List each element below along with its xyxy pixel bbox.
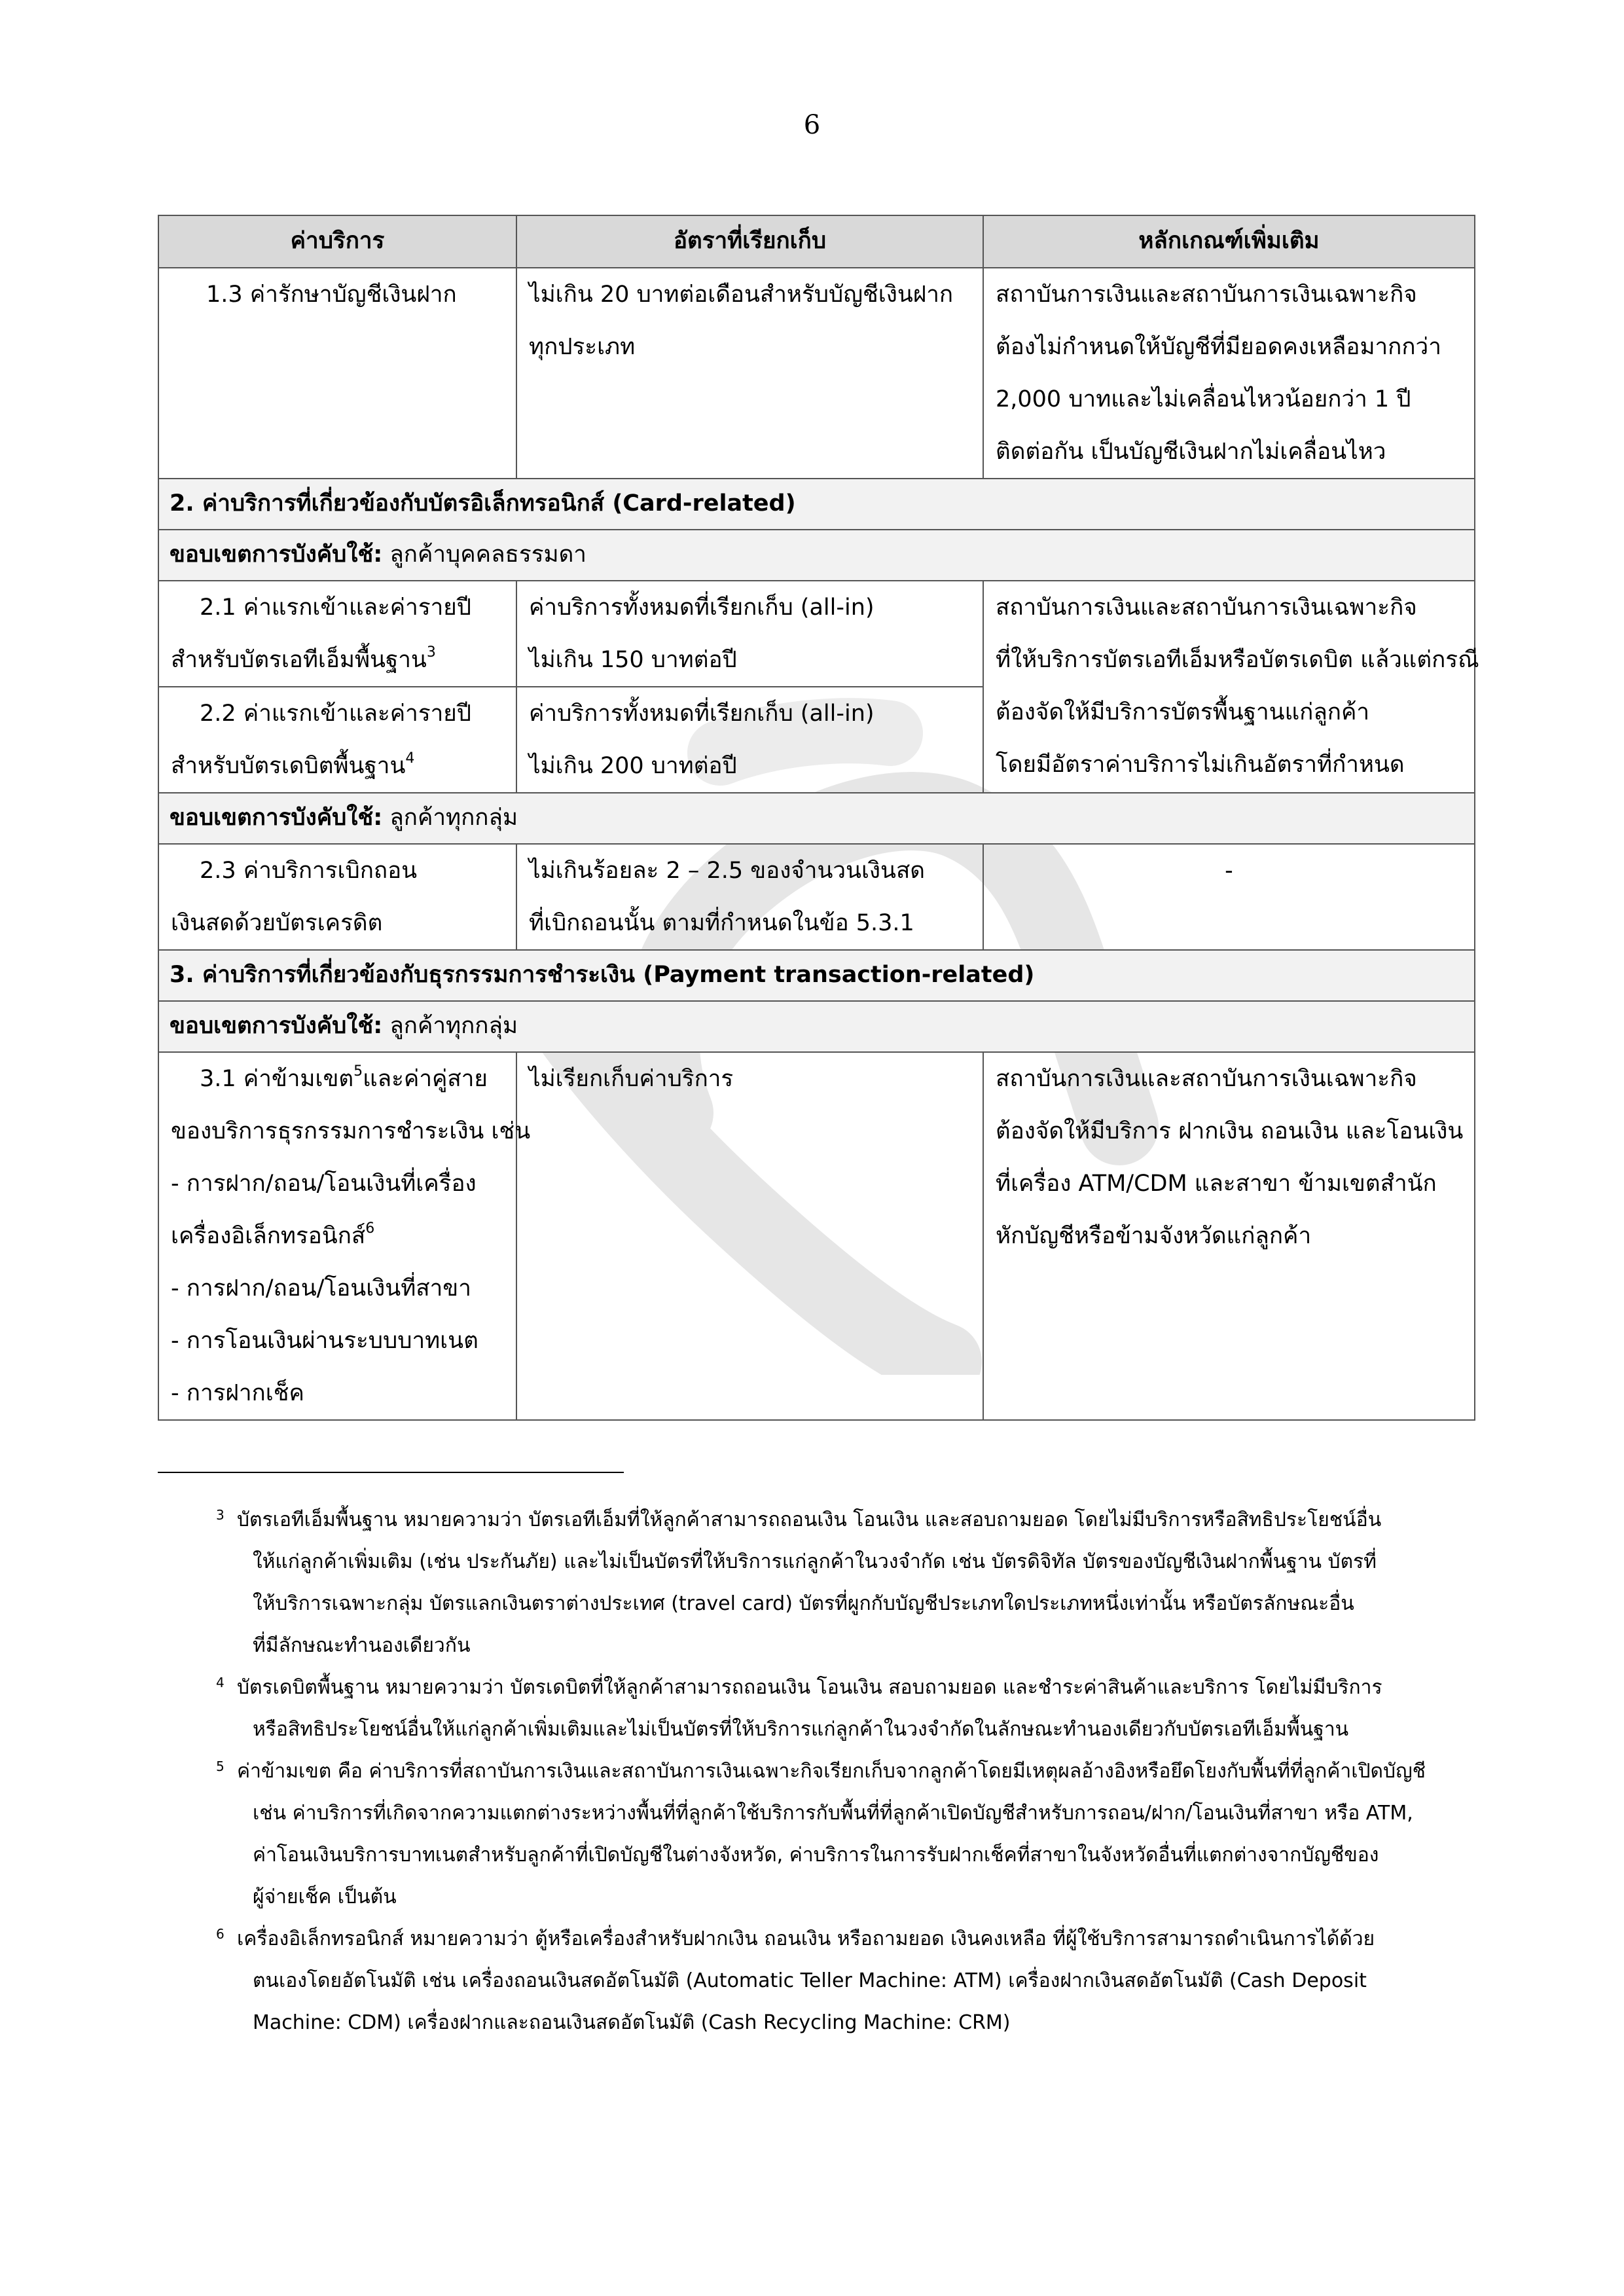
cell-text: 3.1 ค่าข้ามเขต bbox=[200, 1066, 354, 1092]
footnote-mark: 3 bbox=[216, 1507, 225, 1523]
cell-line: ที่เบิกถอนนั้น ตามที่กำหนดในข้อ 5.3.1 bbox=[529, 910, 914, 936]
cell-line: เงินสดด้วยบัตรเครดิต bbox=[171, 910, 383, 936]
footnote-ref: 3 bbox=[426, 644, 436, 661]
cell-line: ไม่เกิน 200 บาทต่อปี bbox=[529, 753, 737, 779]
cell-line: - การฝากเช็ค bbox=[171, 1380, 304, 1406]
row-1-3-criteria bbox=[983, 268, 1475, 479]
table-row bbox=[158, 268, 1475, 479]
cell-line bbox=[171, 1053, 504, 1105]
row-2-3-rate bbox=[516, 844, 983, 950]
footnote-line: ให้บริการเฉพาะกลุ่ม บัตรแลกเงินตราต่างประเทศ (travel card) บัตรที่ผูกกับบัญชีประเภทใดประเภทหนึ่งเท่านั้น หรือบัตรลักษณะอื่น bbox=[253, 1592, 1354, 1615]
cell-line: - การฝาก/ถอน/โอนเงินที่สาขา bbox=[171, 1275, 471, 1302]
row-3-1-rate bbox=[516, 1052, 983, 1420]
cell-line: ต้องจัดให้มีบริการ ฝากเงิน ถอนเงิน และโอนเงิน bbox=[996, 1118, 1464, 1144]
scope-label: ขอบเขตการบังคับใช้: bbox=[170, 1013, 383, 1039]
scope-row bbox=[158, 1001, 1475, 1052]
scope-label: ขอบเขตการบังคับใช้: bbox=[170, 541, 383, 568]
table-row bbox=[158, 581, 1475, 687]
scope-value: ลูกค้าบุคคลธรรมดา bbox=[389, 541, 586, 568]
footnote-line: ให้แก่ลูกค้าเพิ่มเติม (เช่น ประกันภัย) และไม่เป็นบัตรที่ให้บริการแก่ลูกค้าในวงจำกัด เช่น บัตรดิจิทัล บัตรของบัญชีเงินฝากพื้นฐาน บัตรที่ bbox=[253, 1550, 1377, 1573]
cell-line: โดยมีอัตราค่าบริการไม่เกินอัตราที่กำหนด bbox=[996, 752, 1405, 778]
cell-line bbox=[171, 634, 504, 686]
cell-line: ค่าบริการทั้งหมดที่เรียกเก็บ (all-in) bbox=[529, 594, 875, 621]
cell-line: สถาบันการเงินและสถาบันการเงินเฉพาะกิจ bbox=[996, 594, 1417, 621]
scope-row bbox=[158, 793, 1475, 844]
footnote-line: ค่าโอนเงินบริการบาทเนตสำหรับลูกค้าที่เปิดบัญชีในต่างจังหวัด, ค่าบริการในการรับฝากเช็คที่สาขาในจังหวัดอื่นที่แตกต่างจากบัญชีของ bbox=[253, 1844, 1379, 1867]
cell-line: สถาบันการเงินและสถาบันการเงินเฉพาะกิจ bbox=[996, 1066, 1417, 1092]
footnote-mark: 6 bbox=[216, 1926, 225, 1942]
cell-line: ของบริการธุรกรรมการชำระเงิน เช่น bbox=[171, 1118, 531, 1144]
footnote-ref: 6 bbox=[365, 1220, 375, 1237]
header-rate: อัตราที่เรียกเก็บ bbox=[516, 215, 983, 268]
footnote-line: เช่น ค่าบริการที่เกิดจากความแตกต่างระหว่างพื้นที่ที่ลูกค้าใช้บริการกับพื้นที่ที่ลูกค้าเปิดบัญชีสำหรับการถอน/ฝาก/โอนเงินที่สาขา หรือ ATM, bbox=[253, 1802, 1413, 1825]
cell-text: สำหรับบัตรเอทีเอ็มพื้นฐาน bbox=[171, 647, 427, 673]
footnote-4 bbox=[216, 1667, 1461, 1751]
cell-line: ทุกประเภท bbox=[529, 334, 636, 360]
footnote-mark: 5 bbox=[216, 1758, 225, 1774]
scope-value: ลูกค้าทุกกลุ่ม bbox=[389, 805, 518, 831]
header-service: ค่าบริการ bbox=[158, 215, 516, 268]
cell-line: ที่ให้บริการบัตรเอทีเอ็มหรือบัตรเดบิต แล้วแต่กรณี bbox=[996, 647, 1479, 673]
cell-line: ไม่เกินร้อยละ 2 – 2.5 ของจำนวนเงินสด bbox=[529, 858, 926, 884]
cell-line: ค่าบริการทั้งหมดที่เรียกเก็บ (all-in) bbox=[529, 701, 875, 727]
cell-line: ติดต่อกัน เป็นบัญชีเงินฝากไม่เคลื่อนไหว bbox=[996, 439, 1386, 465]
row-2-2-service bbox=[158, 687, 516, 793]
footnote-line: เครื่องอิเล็กทรอนิกส์ หมายความว่า ตู้หรือเครื่องสำหรับฝากเงิน ถอนเงิน หรือถามยอด เงินคงเหลือ ที่ผู้ใช้บริการสามารถดำเนินการได้ด้วย bbox=[237, 1927, 1375, 1950]
footnote-5 bbox=[216, 1751, 1461, 1918]
fee-table bbox=[158, 215, 1479, 1421]
cell-line: 2.1 ค่าแรกเข้าและค่ารายปี bbox=[200, 594, 471, 621]
table-row bbox=[158, 844, 1475, 950]
footnote-ref: 5 bbox=[353, 1063, 363, 1080]
scope-value: ลูกค้าทุกกลุ่ม bbox=[389, 1013, 518, 1039]
footnote-line: ค่าข้ามเขต คือ ค่าบริการที่สถาบันการเงินและสถาบันการเงินเฉพาะกิจเรียกเก็บจากลูกค้าโดยมีเหตุผลอ้างอิงหรือยึดโยงกับพื้นที่ที่ลูกค้าเปิดบัญชี bbox=[237, 1760, 1426, 1783]
row-2-criteria bbox=[983, 581, 1479, 793]
scope-row bbox=[158, 530, 1475, 581]
cell-line: 2.2 ค่าแรกเข้าและค่ารายปี bbox=[200, 701, 471, 727]
footnote-line: ที่มีลักษณะทำนองเดียวกัน bbox=[253, 1634, 471, 1657]
cell-line: - การฝาก/ถอน/โอนเงินที่เครื่อง bbox=[171, 1171, 477, 1197]
scope-2a bbox=[158, 530, 1475, 581]
table-header-row bbox=[158, 215, 1475, 268]
cell-text: สำหรับบัตรเดบิตพื้นฐาน bbox=[171, 753, 406, 779]
cell-line: สถาบันการเงินและสถาบันการเงินเฉพาะกิจ bbox=[996, 282, 1417, 308]
cell-line: หักบัญชีหรือข้ามจังหวัดแก่ลูกค้า bbox=[996, 1223, 1312, 1249]
cell-line: ต้องจัดให้มีบริการบัตรพื้นฐานแก่ลูกค้า bbox=[996, 699, 1370, 725]
row-1-3-rate bbox=[516, 268, 983, 479]
cell-line: 2.3 ค่าบริการเบิกถอน bbox=[200, 858, 418, 884]
section-3-heading: 3. ค่าบริการที่เกี่ยวข้องกับธุรกรรมการชำระเงิน (Payment transaction-related) bbox=[158, 950, 1475, 1001]
row-2-3-service bbox=[158, 844, 516, 950]
footnote-line: ตนเองโดยอัตโนมัติ เช่น เครื่องถอนเงินสดอัตโนมัติ (Automatic Teller Machine: ATM) เครื่องฝากเงินสดอัตโนมัติ (Cash Deposit bbox=[253, 1969, 1367, 1992]
footnote-line: Machine: CDM) เครื่องฝากและถอนเงินสดอัตโนมัติ (Cash Recycling Machine: CRM) bbox=[253, 2011, 1011, 2034]
cell-text: เครื่องอิเล็กทรอนิกส์ bbox=[171, 1223, 366, 1249]
footnote-3 bbox=[216, 1499, 1461, 1667]
row-2-1-rate bbox=[516, 581, 983, 687]
row-3-1-service bbox=[158, 1052, 531, 1420]
footnote-6 bbox=[216, 1918, 1461, 2044]
footnote-ref: 4 bbox=[405, 750, 415, 767]
section-row bbox=[158, 950, 1475, 1001]
table-row bbox=[158, 1052, 1475, 1420]
row-3-1-criteria bbox=[983, 1052, 1475, 1420]
cell-line: ต้องไม่กำหนดให้บัญชีที่มียอดคงเหลือมากกว่า bbox=[996, 334, 1441, 360]
cell-text: และค่าคู่สาย bbox=[363, 1066, 488, 1092]
cell-line bbox=[171, 740, 504, 792]
footnote-line: บัตรเดบิตพื้นฐาน หมายความว่า บัตรเดบิตที่ให้ลูกค้าสามารถถอนเงิน โอนเงิน สอบถามยอด และชำระค่าสินค้าและบริการ โดยไม่มีบริการ bbox=[237, 1676, 1382, 1699]
scope-label: ขอบเขตการบังคับใช้: bbox=[170, 805, 383, 831]
scope-2b bbox=[158, 793, 1475, 844]
footnote-line: บัตรเอทีเอ็มพื้นฐาน หมายความว่า บัตรเอทีเอ็มที่ให้ลูกค้าสามารถถอนเงิน โอนเงิน และสอบถามยอด โดยไม่มีบริการหรือสิทธิประโยชน์อื่น bbox=[237, 1508, 1382, 1531]
footnotes bbox=[216, 1499, 1461, 2044]
cell-line bbox=[171, 1210, 504, 1262]
section-row bbox=[158, 479, 1475, 530]
section-2-heading: 2. ค่าบริการที่เกี่ยวข้องกับบัตรอิเล็กทรอนิกส์ (Card-related) bbox=[158, 479, 1475, 530]
row-2-1-service bbox=[158, 581, 516, 687]
cell-line: 1.3 ค่ารักษาบัญชีเงินฝาก bbox=[206, 282, 457, 308]
cell-line: ไม่เกิน 150 บาทต่อปี bbox=[529, 647, 737, 673]
cell-line: - การโอนเงินผ่านระบบบาทเนต bbox=[171, 1328, 478, 1354]
scope-3 bbox=[158, 1001, 1475, 1052]
cell-line: ไม่เรียกเก็บค่าบริการ bbox=[529, 1066, 734, 1092]
footnote-line: หรือสิทธิประโยชน์อื่นให้แก่ลูกค้าเพิ่มเติมและไม่เป็นบัตรที่ให้บริการแก่ลูกค้าในวงจำกัดในลักษณะทำนองเดียวกับบัตรเอทีเอ็มพื้นฐาน bbox=[253, 1718, 1349, 1741]
cell-line: 2,000 บาทและไม่เคลื่อนไหวน้อยกว่า 1 ปี bbox=[996, 386, 1411, 412]
page-number: 6 bbox=[803, 110, 821, 140]
footnote-divider bbox=[158, 1472, 624, 1473]
footnote-line: ผู้จ่ายเช็ค เป็นต้น bbox=[253, 1886, 397, 1908]
cell-line: ที่เครื่อง ATM/CDM และสาขา ข้ามเขตสำนัก bbox=[996, 1171, 1437, 1197]
row-2-2-rate bbox=[516, 687, 983, 793]
row-1-3-service bbox=[158, 268, 516, 479]
row-2-3-criteria: - bbox=[983, 844, 1475, 950]
cell-line: ไม่เกิน 20 บาทต่อเดือนสำหรับบัญชีเงินฝาก bbox=[529, 282, 954, 308]
footnote-mark: 4 bbox=[216, 1675, 225, 1690]
header-criteria: หลักเกณฑ์เพิ่มเติม bbox=[983, 215, 1475, 268]
